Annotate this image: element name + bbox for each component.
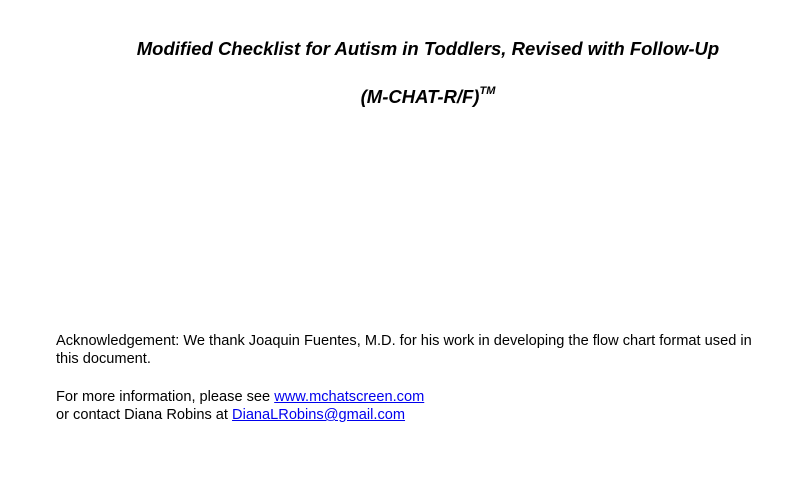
trademark-mark: TM [479, 85, 496, 97]
email-prefix: or contact Diana Robins at [56, 407, 233, 423]
info-line-email [56, 406, 776, 424]
document-subtitle [0, 86, 800, 108]
acknowledgement-text: Acknowledgement: We thank Joaquin Fuentes, M.D. for his work in developing the flow chart format used in this document. [56, 333, 752, 367]
info-line-website [56, 388, 776, 406]
website-link[interactable]: www.mchatscreen.com [274, 389, 425, 405]
website-prefix: For more information, please see [56, 389, 275, 405]
email-link[interactable]: DianaLRobins@gmail.com [232, 407, 406, 423]
contact-info [56, 388, 776, 424]
subtitle-text: (M-CHAT-R/F) [360, 86, 480, 107]
document-title: Modified Checklist for Autism in Toddlers, Revised with Follow-Up [136, 38, 720, 59]
